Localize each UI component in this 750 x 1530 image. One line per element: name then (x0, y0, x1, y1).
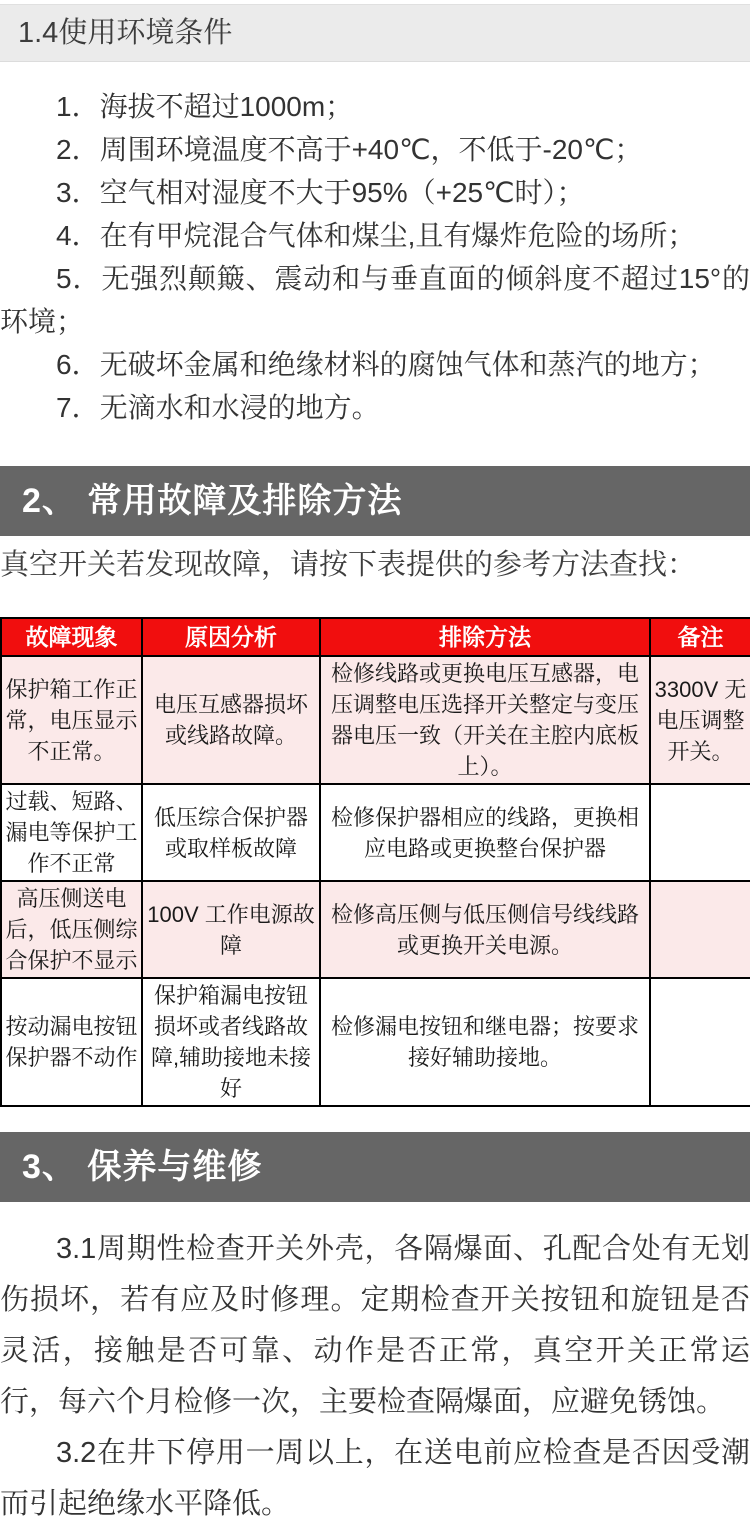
section-3-banner-title: 3、 保养与维修 (22, 1148, 263, 1186)
environment-conditions-list (0, 85, 750, 429)
cell-solution: 检修高压侧与低压侧信号线线路或更换开关电源。 (320, 881, 650, 978)
cell-symptom: 保护箱工作正常，电压显示不正常。 (1, 656, 142, 784)
section-2-banner-title: 2、 常用故障及排除方法 (22, 482, 403, 520)
env-item-2: 2．周围环境温度不高于+40℃，不低于-20℃； (56, 134, 643, 165)
section-1-4-heading: 1.4使用环境条件 (18, 17, 233, 49)
col-header-symptom: 故障现象 (1, 618, 142, 656)
cell-solution: 检修保护器相应的线路，更换相应电路或更换整台保护器 (320, 784, 650, 881)
table-header-row (1, 618, 750, 656)
env-item-3: 3．空气相对湿度不大于95%（+25℃时）； (56, 177, 585, 208)
env-item-4: 4．在有甲烷混合气体和煤尘,且有爆炸危险的场所； (56, 220, 696, 251)
cell-solution: 检修漏电按钮和继电器；按要求接好辅助接地。 (320, 978, 650, 1106)
cell-cause: 保护箱漏电按钮损坏或者线路故障,辅助接地未接好 (142, 978, 320, 1106)
table-row (1, 784, 750, 881)
cell-remark (650, 978, 750, 1106)
maintenance-paragraph-3-1: 3.1周期性检查开关外壳，各隔爆面、孔配合处有无划伤损坏，若有应及时修理。定期检查开关按钮和旋钮是否灵活，接触是否可靠、动作是否正常，真空开关正常运行，每六个月检修一次，主要检查隔爆面，应避免锈蚀。 (0, 1233, 750, 1418)
env-item-1: 1．海拔不超过1000m； (56, 91, 354, 122)
section-2-banner (0, 466, 750, 536)
env-item-5: 5．无强烈颠簸、震动和与垂直面的倾斜度不超过15°的环境； (0, 263, 750, 337)
maintenance-paragraph-3-2: 3.2在井下停用一周以上，在送电前应检查是否因受潮而引起绝缘水平降低。 (0, 1437, 750, 1520)
table-row (1, 881, 750, 978)
cell-cause: 低压综合保护器或取样板故障 (142, 784, 320, 881)
section-3-banner (0, 1132, 750, 1202)
cell-symptom: 高压侧送电后，低压侧综合保护不显示 (1, 881, 142, 978)
col-header-cause: 原因分析 (142, 618, 320, 656)
fault-table-intro: 真空开关若发现故障，请按下表提供的参考方法查找： (0, 549, 697, 581)
env-item-6: 6．无破坏金属和绝缘材料的腐蚀气体和蒸汽的地方； (56, 349, 716, 380)
fault-troubleshooting-table (0, 617, 750, 1107)
cell-symptom: 过载、短路、漏电等保护工作不正常 (1, 784, 142, 881)
table-row (1, 656, 750, 784)
cell-cause: 电压互感器损坏或线路故障。 (142, 656, 320, 784)
env-item-7: 7．无滴水和水浸的地方。 (56, 392, 380, 423)
table-row (1, 978, 750, 1106)
cell-remark (650, 784, 750, 881)
maintenance-section (0, 1224, 750, 1530)
cell-remark: 3300V 无电压调整开关。 (650, 656, 750, 784)
cell-cause: 100V 工作电源故障 (142, 881, 320, 978)
section-1-4-heading-bar (0, 4, 750, 62)
cell-solution: 检修线路或更换电压互感器，电压调整电压选择开关整定与变压器电压一致（开关在主腔内底板上）。 (320, 656, 650, 784)
cell-symptom: 按动漏电按钮保护器不动作 (1, 978, 142, 1106)
col-header-solution: 排除方法 (320, 618, 650, 656)
cell-remark (650, 881, 750, 978)
col-header-remark: 备注 (650, 618, 750, 656)
